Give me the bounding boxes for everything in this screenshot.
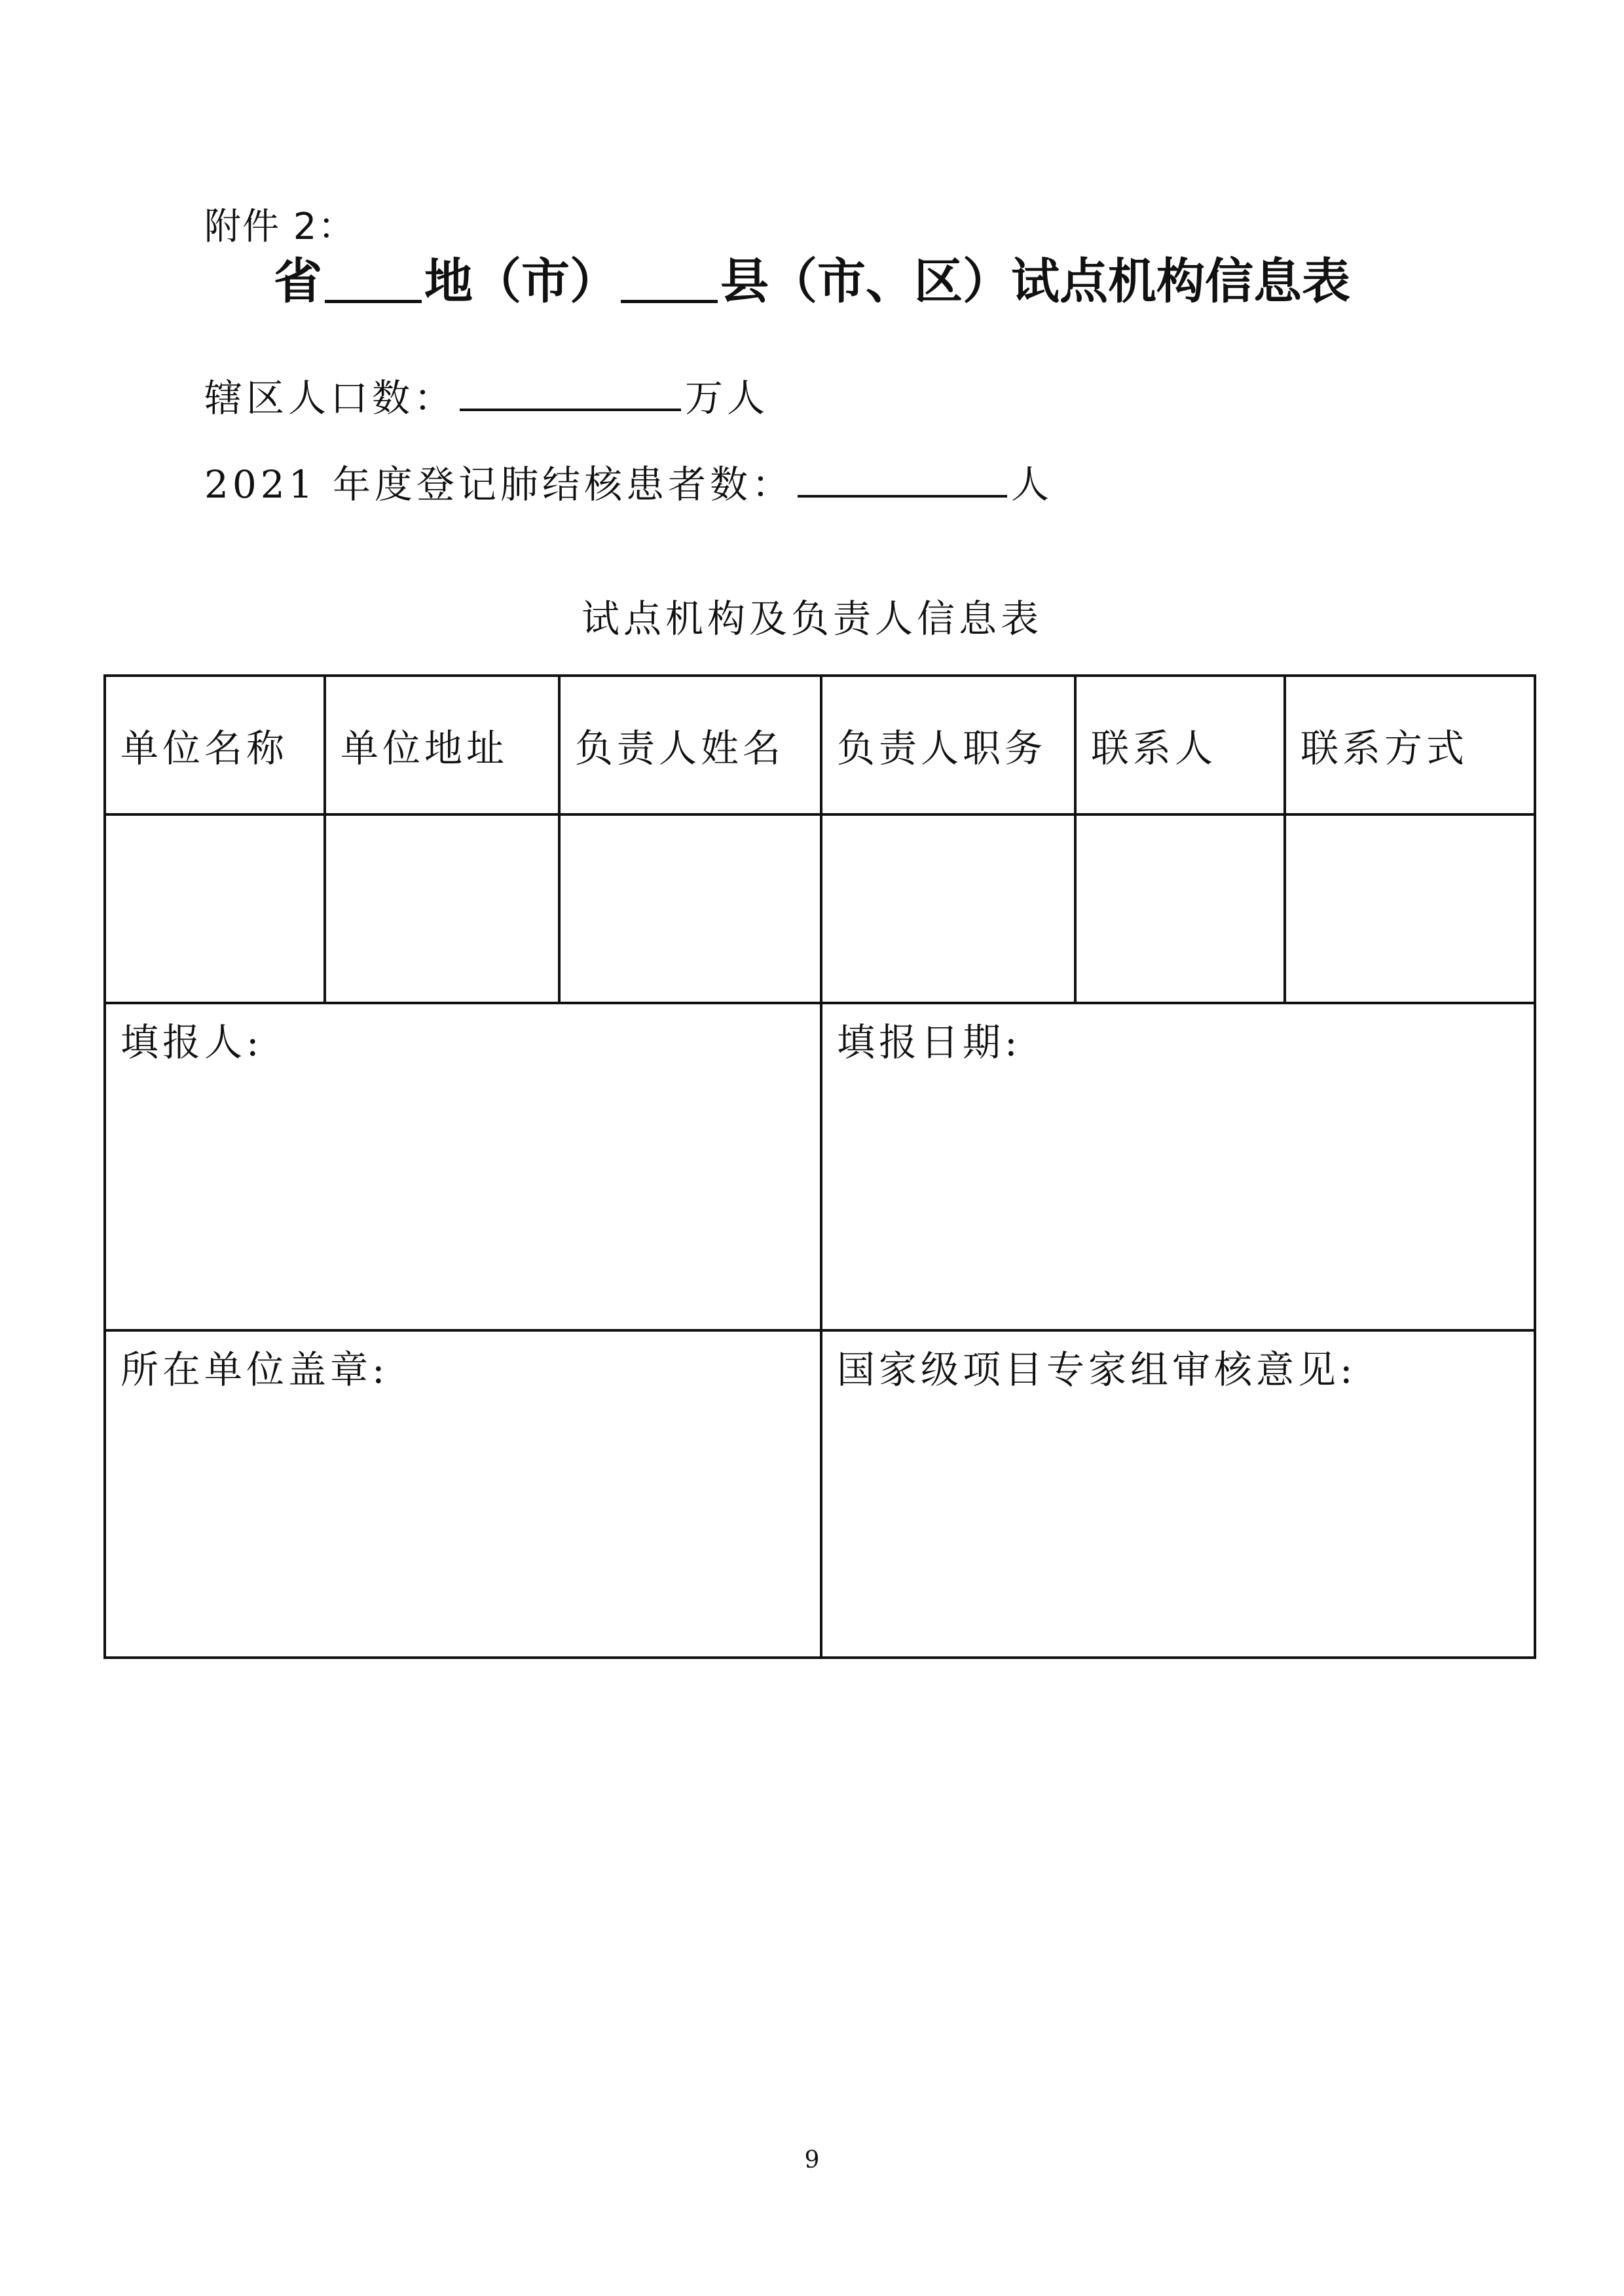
patients-blank[interactable] bbox=[798, 453, 1007, 498]
reporter-row bbox=[105, 1003, 1535, 1330]
header-unit-address: 单位地址 bbox=[325, 676, 559, 814]
table-caption: 试点机构及负责人信息表 bbox=[581, 596, 1043, 641]
cell-contact-method[interactable] bbox=[1285, 814, 1535, 1003]
title-county: 县（市、区）试点机构信息表 bbox=[720, 253, 1350, 310]
expert-review-label: 国家级项目专家组审核意见: bbox=[837, 1347, 1357, 1392]
cell-unit-address[interactable] bbox=[325, 814, 559, 1003]
seal-cell[interactable] bbox=[105, 1330, 821, 1658]
report-date-cell[interactable] bbox=[821, 1003, 1535, 1330]
cell-leader-position[interactable] bbox=[821, 814, 1075, 1003]
seal-label: 所在单位盖章: bbox=[120, 1347, 389, 1392]
table-header-row bbox=[105, 676, 1535, 814]
approval-row bbox=[105, 1330, 1535, 1658]
header-unit-name: 单位名称 bbox=[105, 676, 325, 814]
report-date-label: 填报日期: bbox=[837, 1020, 1022, 1065]
cell-contact-person[interactable] bbox=[1075, 814, 1285, 1003]
population-blank[interactable] bbox=[460, 367, 681, 411]
title-blank-prefecture[interactable] bbox=[325, 249, 422, 303]
title-province: 省 bbox=[274, 253, 322, 310]
header-leader-name: 负责人姓名 bbox=[559, 676, 821, 814]
page-number: 9 bbox=[804, 2147, 820, 2174]
reporter-cell[interactable] bbox=[105, 1003, 821, 1330]
institution-info-table bbox=[103, 674, 1536, 1659]
patients-line bbox=[204, 453, 1053, 511]
patients-label: 2021 年度登记肺结核患者数： bbox=[204, 462, 794, 507]
patients-unit: 人 bbox=[1011, 462, 1054, 507]
population-unit: 万人 bbox=[685, 376, 769, 420]
expert-review-cell[interactable] bbox=[821, 1330, 1535, 1658]
table-row bbox=[105, 814, 1535, 1003]
attachment-label: 附件 2： bbox=[204, 206, 356, 248]
reporter-label: 填报人: bbox=[120, 1020, 263, 1065]
title-prefecture: 地（市） bbox=[424, 253, 618, 310]
cell-leader-name[interactable] bbox=[559, 814, 821, 1003]
header-contact-person: 联系人 bbox=[1075, 676, 1285, 814]
cell-unit-name[interactable] bbox=[105, 814, 325, 1003]
title-blank-county[interactable] bbox=[621, 249, 718, 303]
header-contact-method: 联系方式 bbox=[1285, 676, 1535, 814]
population-label: 辖区人口数： bbox=[204, 376, 456, 420]
page-title bbox=[274, 249, 1350, 314]
header-leader-position: 负责人职务 bbox=[821, 676, 1075, 814]
population-line bbox=[204, 367, 769, 424]
